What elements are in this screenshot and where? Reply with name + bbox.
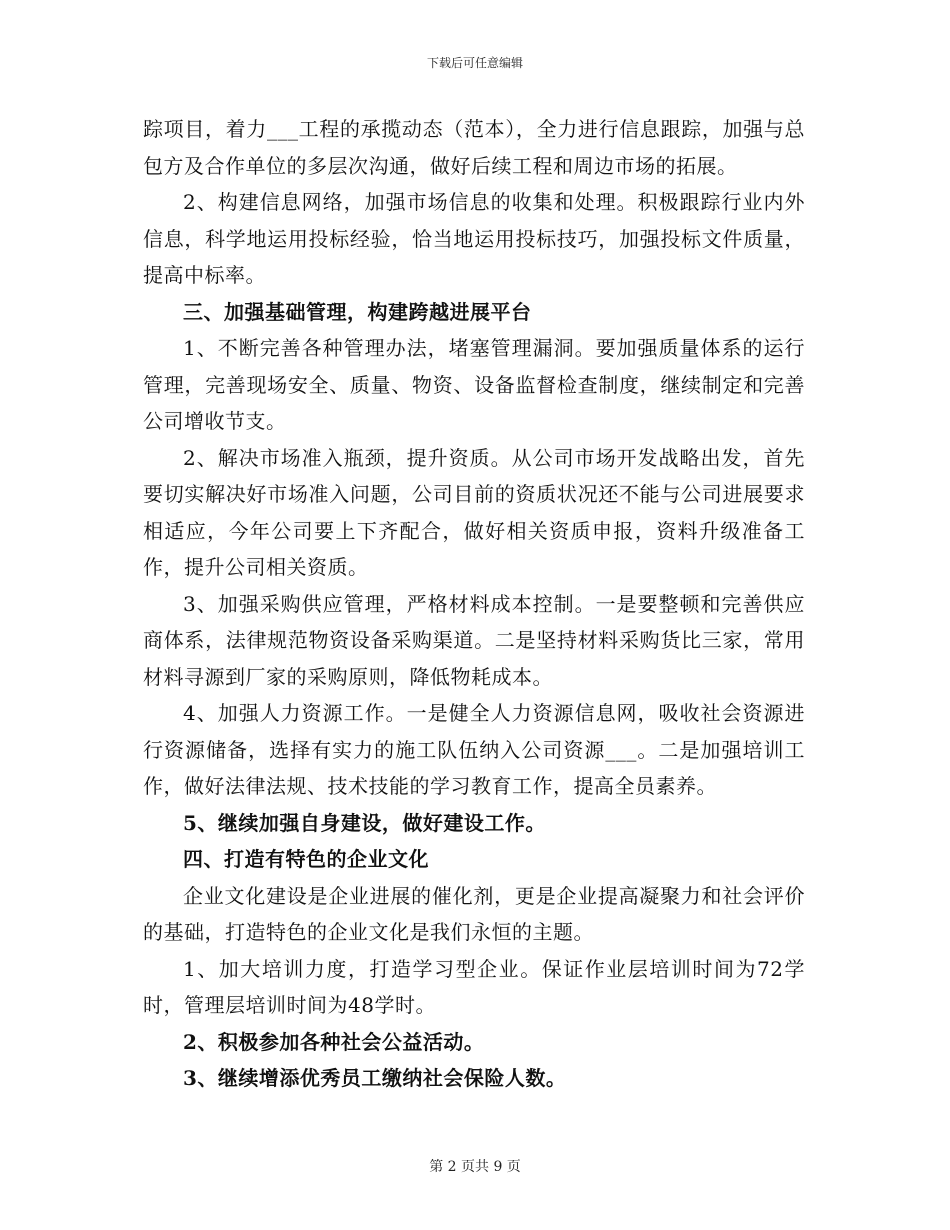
paragraph-6: 3、加强采购供应管理，严格材料成本控制。一是要整顿和完善供应商体系，法律规范物资设备采购渠道。二是坚持材料采购货比三家，常用材料寻源到厂家的采购原则，降低物耗成本。 xyxy=(143,591,805,689)
page-number: 第 2 页共 9 页 xyxy=(429,1159,521,1175)
bold-item-3: 3、继续增添优秀员工缴纳社会保险人数。 xyxy=(183,1066,567,1090)
section-heading-4: 四、打造有特色的企业文化 xyxy=(183,847,429,871)
paragraph-7: 4、加强人力资源工作。一是健全人力资源信息网，吸收社会资源进行资源储备，选择有实力的施工队伍纳入公司资源___。二是加强培训工作，做好法律法规、技术技能的学习教育工作，提高全员素养。 xyxy=(143,701,805,798)
page-header-note: 下载后可任意编辑 xyxy=(426,56,523,70)
document-body xyxy=(143,111,805,1097)
paragraph-10: 企业文化建设是企业进展的催化剂，更是企业提高凝聚力和社会评价的基础，打造特色的企业文化是我们永恒的主题。 xyxy=(143,883,805,944)
bold-item-5: 5、继续加强自身建设，做好建设工作。 xyxy=(183,810,546,835)
paragraph-11: 1、加大培训力度，打造学习型企业。保证作业层培训时间为72学时，管理层培训时间为48学时。 xyxy=(143,956,805,1017)
section-heading-3: 三、加强基础管理，构建跨越进展平台 xyxy=(183,299,532,324)
bold-item-2: 2、积极参加各种社会公益活动。 xyxy=(183,1029,485,1054)
paragraph-5: 2、解决市场准入瓶颈，提升资质。从公司市场开发战略出发，首先要切实解决好市场准入问题，公司目前的资质状况还不能与公司进展要求相适应，今年公司要上下齐配合，做好相关资质申报，资料升级准备工作，提升公司相关资质。 xyxy=(143,445,805,579)
paragraph-1: 踪项目，着力___工程的承揽动态（范本），全力进行信息跟踪，加强与总包方及合作单位的多层次沟通，做好后续工程和周边市场的拓展。 xyxy=(143,117,805,178)
paragraph-2: 2、构建信息网络，加强市场信息的收集和处理。积极跟踪行业内外信息，科学地运用投标经验，恰当地运用投标技巧，加强投标文件质量，提高中标率。 xyxy=(143,190,805,287)
paragraph-4: 1、不断完善各种管理办法，堵塞管理漏洞。要加强质量体系的运行管理，完善现场安全、质量、物资、设备监督检查制度，继续制定和完善公司增收节支。 xyxy=(143,336,805,433)
